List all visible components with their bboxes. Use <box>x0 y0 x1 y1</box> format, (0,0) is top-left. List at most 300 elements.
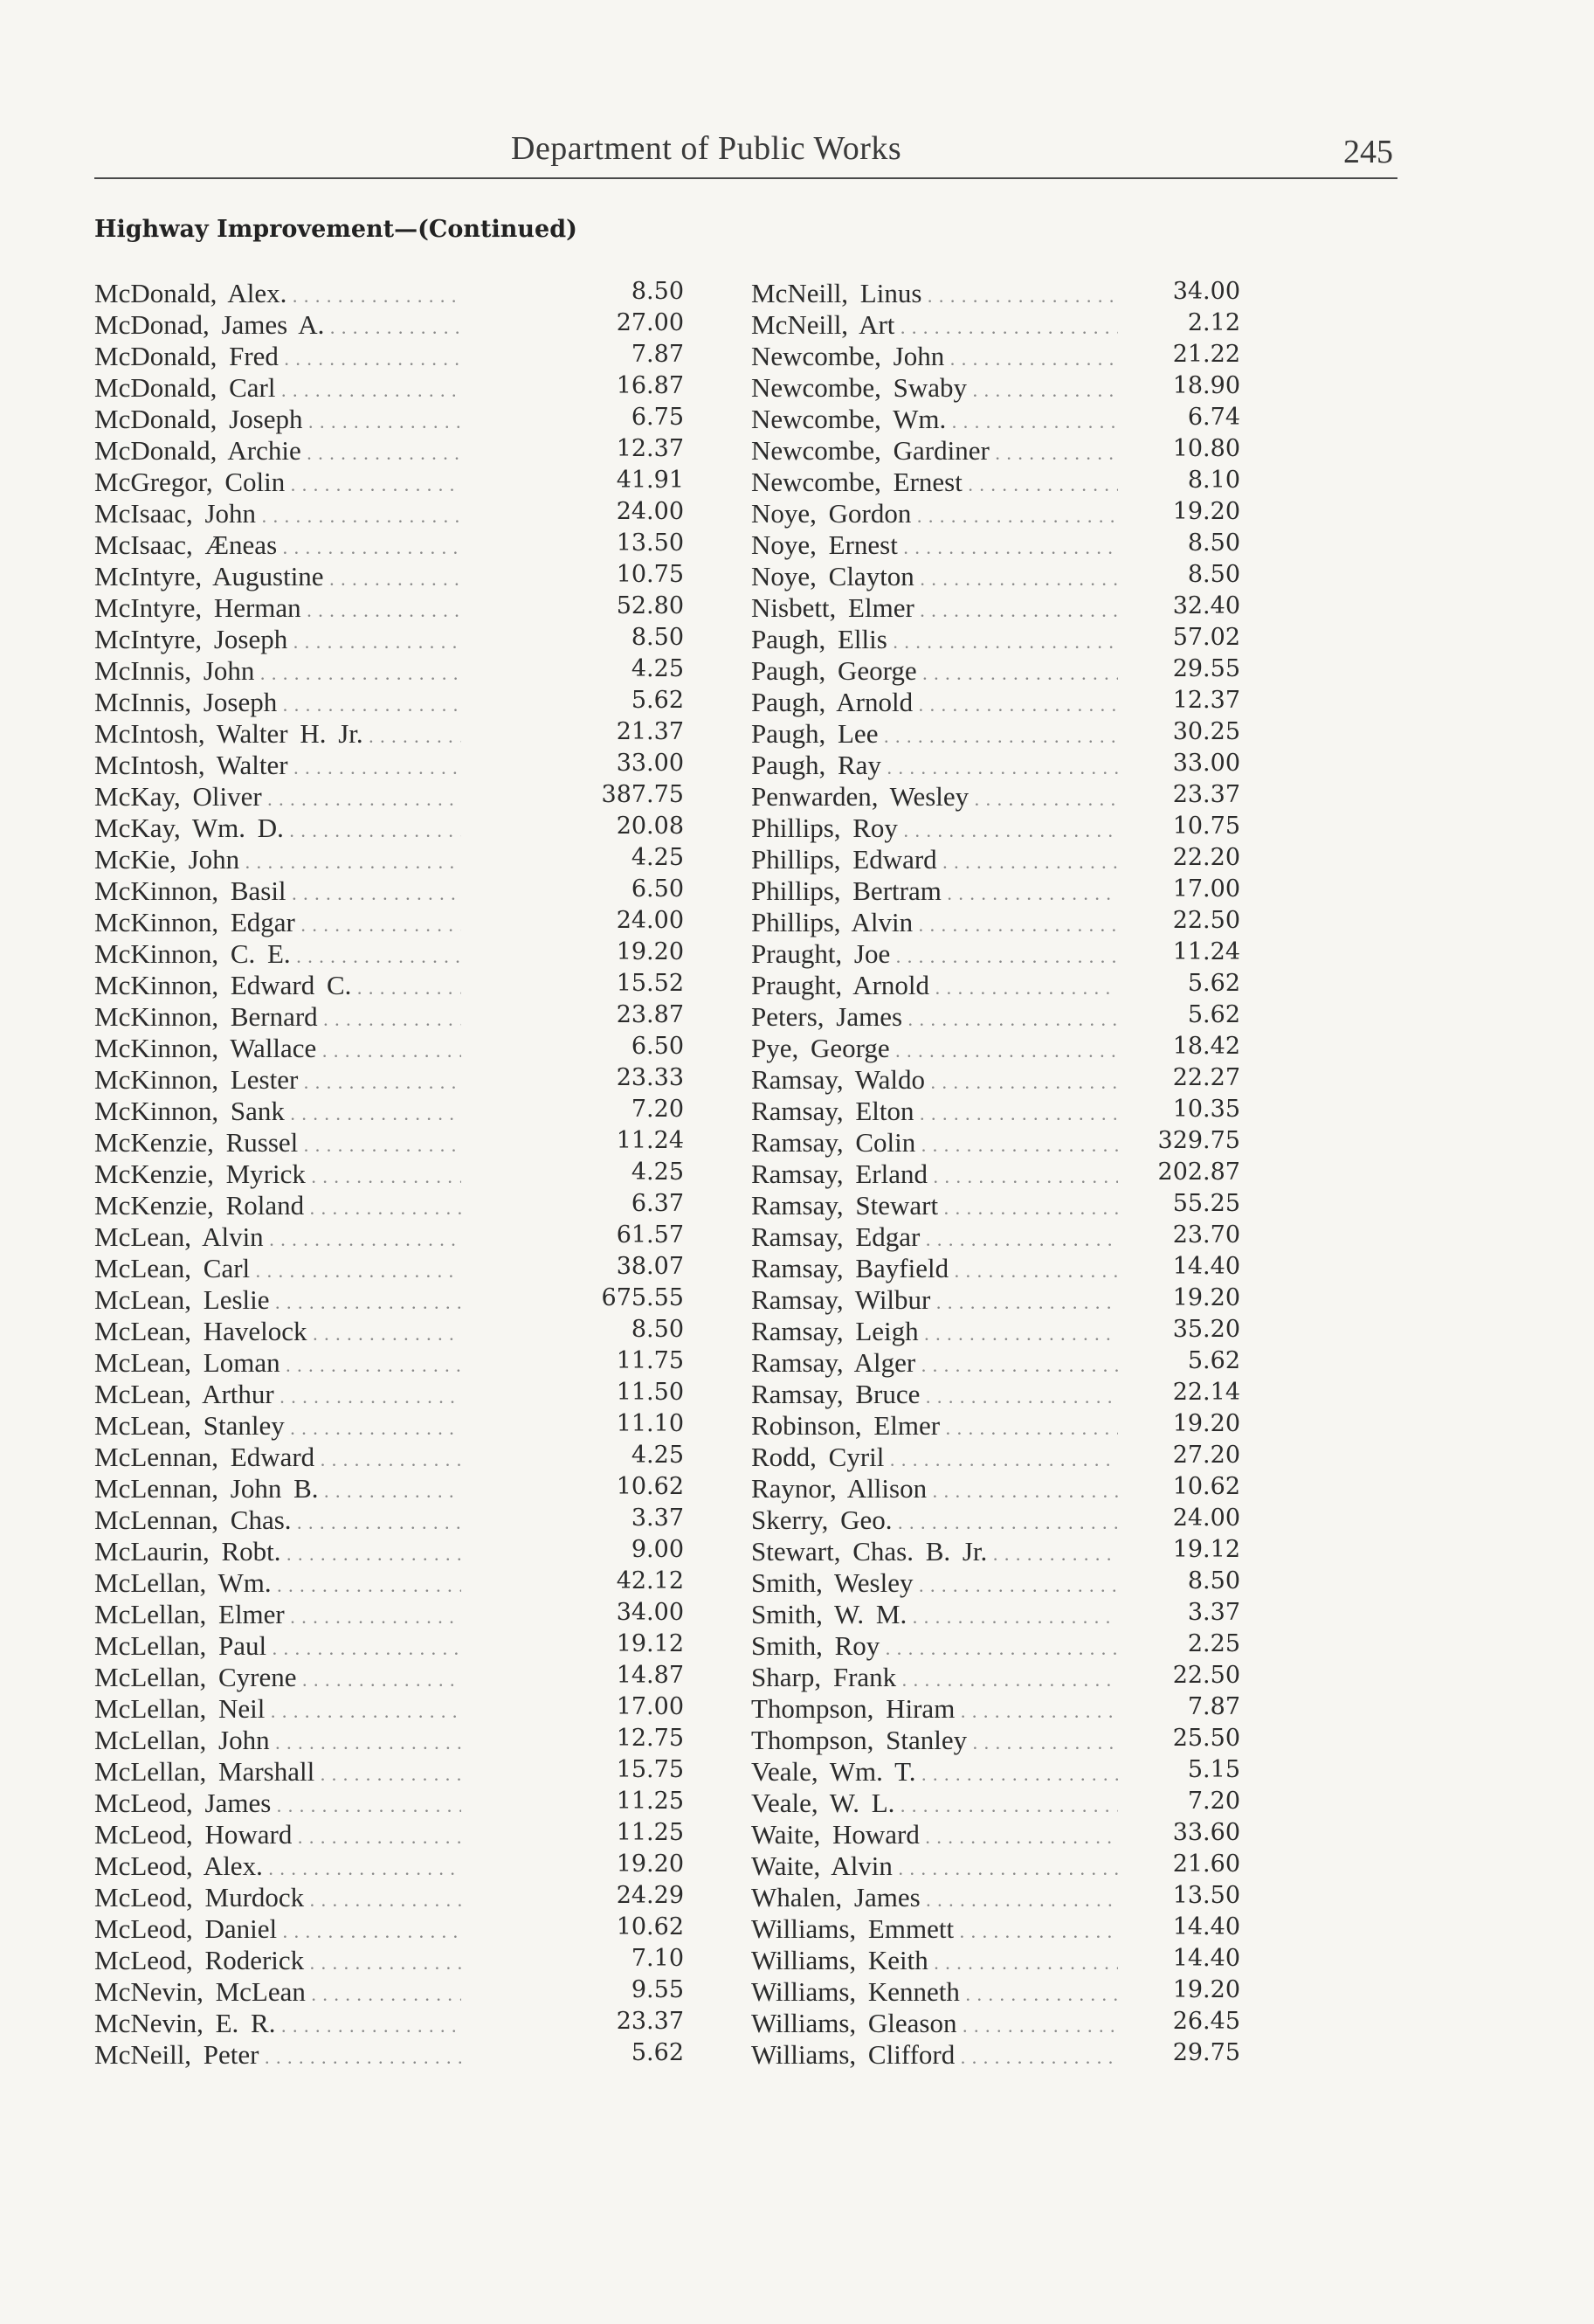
entry-name: Phillips, Edward . . . <box>751 844 1118 875</box>
entry-name: Ramsay, Stewart . . . <box>751 1190 1118 1221</box>
list-item <box>94 1630 684 1662</box>
list-item <box>94 1159 684 1190</box>
entry-name: McLellan, Cyrene . . . <box>94 1662 461 1693</box>
list-item <box>751 718 1253 750</box>
entry-name: McIntyre, Herman . . . <box>94 592 461 624</box>
entry-name-clip <box>94 1096 461 1127</box>
entry-name: McLaurin, Robt. . . . <box>94 1536 461 1567</box>
entry-name: McLellan, Neil . . . <box>94 1693 461 1725</box>
list-item <box>94 1033 684 1064</box>
list-item <box>94 813 684 844</box>
entry-amount: 8.50 <box>631 278 684 305</box>
list-item <box>94 1788 684 1819</box>
entry-name-clip <box>751 1127 1118 1159</box>
entry-name-clip <box>751 561 1118 592</box>
entry-name: Williams, Keith . . . <box>751 1945 1118 1976</box>
entry-name: Paugh, George . . . <box>751 655 1118 687</box>
entry-amount: 11.10 <box>616 1410 684 1437</box>
list-item <box>751 813 1253 844</box>
list-item <box>94 341 684 372</box>
entry-amount: 11.24 <box>1172 938 1240 965</box>
entry-amount: 38.07 <box>616 1253 684 1280</box>
entry-name: McLean, Havelock . . . <box>94 1316 461 1347</box>
entry-amount: 33.00 <box>616 750 684 777</box>
entry-amount: 3.37 <box>631 1504 684 1532</box>
entry-name-clip <box>94 498 461 529</box>
entry-amount: 21.22 <box>1172 341 1240 368</box>
entry-name-clip <box>94 844 461 875</box>
entry-name: Ramsay, Bayfield . . . <box>751 1253 1118 1284</box>
list-item <box>751 278 1253 309</box>
entry-name: Noye, Ernest . . . <box>751 529 1118 561</box>
entry-name-clip <box>94 781 461 813</box>
entry-name-clip <box>94 529 461 561</box>
entry-name-clip <box>751 781 1118 813</box>
entry-name: McIntyre, Joseph . . . <box>94 624 461 655</box>
list-item <box>751 498 1253 529</box>
list-item <box>751 309 1253 341</box>
entry-name: Veale, W. L. . . . <box>751 1788 1118 1819</box>
list-item <box>94 435 684 467</box>
list-item <box>94 844 684 875</box>
entry-amount: 4.25 <box>631 844 684 871</box>
entry-name: Paugh, Arnold . . . <box>751 687 1118 718</box>
list-item <box>94 718 684 750</box>
entry-name: Phillips, Alvin . . . <box>751 907 1118 938</box>
entry-amount: 11.75 <box>616 1347 684 1374</box>
entry-name-clip <box>94 1379 461 1410</box>
list-item <box>751 435 1253 467</box>
entry-amount: 41.91 <box>616 467 684 494</box>
entry-amount: 19.12 <box>616 1630 684 1657</box>
entry-name-clip <box>94 1001 461 1033</box>
list-item <box>94 1253 684 1284</box>
entry-name: McDonald, Alex. . . . <box>94 278 461 309</box>
entry-name: McLennan, Edward . . . <box>94 1442 461 1473</box>
entry-name: McLean, Loman . . . <box>94 1347 461 1379</box>
entry-name-clip <box>94 561 461 592</box>
entry-name: Skerry, Geo. . . . <box>751 1504 1118 1536</box>
entry-name-clip <box>94 1945 461 1976</box>
entry-name-clip <box>751 467 1118 498</box>
entry-name-clip <box>751 1284 1118 1316</box>
entry-name: Phillips, Bertram . . . <box>751 875 1118 907</box>
entry-amount: 55.25 <box>1172 1190 1240 1217</box>
entry-name: McInnis, Joseph . . . <box>94 687 461 718</box>
entry-name: McLennan, John B. . . . <box>94 1473 461 1504</box>
entry-name: McIsaac, Æneas . . . <box>94 529 461 561</box>
entry-name: McNevin, E. R. . . . <box>94 2008 461 2039</box>
list-item <box>751 1253 1253 1284</box>
list-item <box>751 1819 1253 1850</box>
entry-amount: 33.00 <box>1172 750 1240 777</box>
entry-name-clip <box>751 1945 1118 1976</box>
entry-name: McIntosh, Walter H. Jr. . . . <box>94 718 461 750</box>
entry-name-clip <box>94 1882 461 1913</box>
entry-name-clip <box>94 1410 461 1442</box>
entry-name: McLellan, Marshall . . . <box>94 1756 461 1788</box>
entry-name: McDonald, Carl . . . <box>94 372 461 404</box>
entry-name-clip <box>751 1567 1118 1599</box>
entry-amount: 24.29 <box>616 1882 684 1909</box>
list-item <box>94 1662 684 1693</box>
entry-name-clip <box>751 1756 1118 1788</box>
entry-amount: 7.87 <box>631 341 684 368</box>
list-item <box>94 278 684 309</box>
list-item <box>94 1096 684 1127</box>
entry-name-clip <box>751 592 1118 624</box>
list-item <box>94 1599 684 1630</box>
entry-name: McLellan, Wm. . . . <box>94 1567 461 1599</box>
list-item <box>94 1850 684 1882</box>
list-item <box>94 624 684 655</box>
entry-name-clip <box>94 1693 461 1725</box>
list-item <box>94 1442 684 1473</box>
entry-name: Rodd, Cyril . . . <box>751 1442 1118 1473</box>
list-item <box>751 1756 1253 1788</box>
entry-amount: 52.80 <box>616 592 684 619</box>
list-item <box>94 1284 684 1316</box>
list-item <box>751 1064 1253 1096</box>
entry-name-clip <box>94 1725 461 1756</box>
entry-name-clip <box>751 970 1118 1001</box>
list-item <box>751 1662 1253 1693</box>
list-item <box>751 561 1253 592</box>
entry-name-clip <box>751 1221 1118 1253</box>
entry-amount: 23.70 <box>1172 1221 1240 1248</box>
entry-name-clip <box>751 718 1118 750</box>
list-item <box>751 1599 1253 1630</box>
entry-name-clip <box>94 1221 461 1253</box>
entry-name-clip <box>751 624 1118 655</box>
list-item <box>751 1159 1253 1190</box>
entry-name-clip <box>94 435 461 467</box>
entry-amount: 329.75 <box>1157 1127 1240 1154</box>
entry-amount: 26.45 <box>1172 2008 1240 2035</box>
entry-name-clip <box>94 1756 461 1788</box>
entry-name-clip <box>751 498 1118 529</box>
entry-name: Sharp, Frank . . . <box>751 1662 1118 1693</box>
entry-name: McDonald, Archie . . . <box>94 435 461 467</box>
list-item <box>751 1788 1253 1819</box>
entry-amount: 10.62 <box>1172 1473 1240 1500</box>
entry-name: McLean, Leslie . . . <box>94 1284 461 1316</box>
entry-name: Ramsay, Alger . . . <box>751 1347 1118 1379</box>
entry-amount: 6.74 <box>1187 404 1240 431</box>
entry-name-clip <box>94 1662 461 1693</box>
entry-amount: 387.75 <box>601 781 684 808</box>
entry-amount: 10.62 <box>616 1913 684 1940</box>
entry-name-clip <box>751 2039 1118 2071</box>
entry-name: McLean, Alvin . . . <box>94 1221 461 1253</box>
entry-amount: 32.40 <box>1172 592 1240 619</box>
list-item <box>94 1127 684 1159</box>
entry-amount: 675.55 <box>601 1284 684 1311</box>
entry-name: Thompson, Hiram . . . <box>751 1693 1118 1725</box>
entry-name: Veale, Wm. T. . . . <box>751 1756 1118 1788</box>
entry-amount: 15.52 <box>616 970 684 997</box>
list-item <box>94 1536 684 1567</box>
entry-name-clip <box>94 1284 461 1316</box>
entry-name-clip <box>94 1127 461 1159</box>
entry-name: Phillips, Roy . . . <box>751 813 1118 844</box>
list-item <box>94 2039 684 2071</box>
entry-amount: 22.50 <box>1172 1662 1240 1689</box>
entry-name-clip <box>751 1442 1118 1473</box>
entry-name: Newcombe, John . . . <box>751 341 1118 372</box>
list-item <box>94 1379 684 1410</box>
entry-amount: 19.20 <box>1172 1284 1240 1311</box>
entry-name-clip <box>94 341 461 372</box>
entry-name: Stewart, Chas. B. Jr. . . . <box>751 1536 1118 1567</box>
entry-name-clip <box>94 655 461 687</box>
entry-amount: 202.87 <box>1157 1159 1240 1186</box>
entry-amount: 22.27 <box>1172 1064 1240 1091</box>
entry-amount: 10.75 <box>616 561 684 588</box>
entry-name-clip <box>94 718 461 750</box>
entry-amount: 4.25 <box>631 1442 684 1469</box>
entry-amount: 13.50 <box>616 529 684 557</box>
list-item <box>751 467 1253 498</box>
list-item <box>751 1567 1253 1599</box>
entry-name: Ramsay, Bruce . . . <box>751 1379 1118 1410</box>
entry-name-clip <box>751 1976 1118 2008</box>
entry-name: Noye, Clayton . . . <box>751 561 1118 592</box>
list-item <box>94 907 684 938</box>
entry-name-clip <box>751 1033 1118 1064</box>
entry-amount: 5.62 <box>1187 1001 1240 1028</box>
list-item <box>94 970 684 1001</box>
entry-name: McNeill, Peter . . . <box>94 2039 461 2071</box>
list-item <box>94 1725 684 1756</box>
entry-amount: 27.00 <box>616 309 684 336</box>
list-item <box>751 1693 1253 1725</box>
entry-amount: 19.20 <box>1172 498 1240 525</box>
list-item <box>94 561 684 592</box>
entry-name-clip <box>94 1253 461 1284</box>
entry-name: Raynor, Allison . . . <box>751 1473 1118 1504</box>
entry-amount: 23.33 <box>616 1064 684 1091</box>
entry-amount: 14.40 <box>1172 1913 1240 1940</box>
entry-name: McKinnon, Lester . . . <box>94 1064 461 1096</box>
list-item <box>94 1913 684 1945</box>
entry-amount: 17.00 <box>616 1693 684 1720</box>
entry-amount: 10.62 <box>616 1473 684 1500</box>
list-item <box>751 844 1253 875</box>
left-column <box>94 278 684 2071</box>
entry-name: Nisbett, Elmer . . . <box>751 592 1118 624</box>
entry-name: Paugh, Ellis . . . <box>751 624 1118 655</box>
entry-name-clip <box>751 1882 1118 1913</box>
list-item <box>94 1945 684 1976</box>
entry-amount: 25.50 <box>1172 1725 1240 1752</box>
entry-name-clip <box>94 813 461 844</box>
entry-name-clip <box>751 1096 1118 1127</box>
entry-amount: 13.50 <box>1172 1882 1240 1909</box>
entry-name: Newcombe, Wm. . . . <box>751 404 1118 435</box>
entry-amount: 6.50 <box>631 1033 684 1060</box>
entry-name-clip <box>751 435 1118 467</box>
entry-name-clip <box>94 1347 461 1379</box>
list-item <box>751 1913 1253 1945</box>
entry-name-clip <box>751 1504 1118 1536</box>
list-item <box>94 1221 684 1253</box>
entry-name-clip <box>751 1253 1118 1284</box>
entry-name-clip <box>94 1630 461 1662</box>
entry-amount: 6.75 <box>631 404 684 431</box>
entry-amount: 19.20 <box>1172 1976 1240 2003</box>
list-item <box>751 687 1253 718</box>
entry-amount: 21.37 <box>616 718 684 745</box>
entry-name: Ramsay, Elton . . . <box>751 1096 1118 1127</box>
entry-name: McLellan, Elmer . . . <box>94 1599 461 1630</box>
list-item <box>751 1725 1253 1756</box>
list-item <box>751 1410 1253 1442</box>
entry-name-clip <box>751 1347 1118 1379</box>
list-item <box>94 592 684 624</box>
entry-name-clip <box>94 1567 461 1599</box>
list-item <box>751 1316 1253 1347</box>
entry-amount: 19.20 <box>1172 1410 1240 1437</box>
entry-name: Whalen, James . . . <box>751 1882 1118 1913</box>
entry-name-clip <box>751 1316 1118 1347</box>
list-item <box>751 1850 1253 1882</box>
list-item <box>94 1316 684 1347</box>
entry-amount: 34.00 <box>616 1599 684 1626</box>
entry-name-clip <box>94 1599 461 1630</box>
entry-name-clip <box>94 1442 461 1473</box>
entry-name-clip <box>751 907 1118 938</box>
list-item <box>94 1567 684 1599</box>
entry-name: McLeod, Daniel . . . <box>94 1913 461 1945</box>
list-item <box>751 2039 1253 2071</box>
entry-name: Smith, Roy . . . <box>751 1630 1118 1662</box>
list-item <box>94 655 684 687</box>
entry-name-clip <box>751 278 1118 309</box>
entry-name-clip <box>94 1316 461 1347</box>
entry-name-clip <box>94 1976 461 2008</box>
entry-name: McLean, Carl . . . <box>94 1253 461 1284</box>
entry-name: Ramsay, Edgar . . . <box>751 1221 1118 1253</box>
entry-amount: 14.40 <box>1172 1945 1240 1972</box>
entry-name: McKinnon, Bernard . . . <box>94 1001 461 1033</box>
entry-name: Waite, Howard . . . <box>751 1819 1118 1850</box>
entry-name-clip <box>751 1536 1118 1567</box>
entry-amount: 5.15 <box>1187 1756 1240 1783</box>
list-item <box>751 1976 1253 2008</box>
list-item <box>751 341 1253 372</box>
entry-name: McLeod, Murdock . . . <box>94 1882 461 1913</box>
entry-amount: 57.02 <box>1172 624 1240 651</box>
entry-name: McDonad, James A. . . . <box>94 309 461 341</box>
list-item <box>94 1882 684 1913</box>
entry-name-clip <box>94 309 461 341</box>
entry-amount: 7.10 <box>631 1945 684 1972</box>
entry-name: McKinnon, Basil . . . <box>94 875 461 907</box>
entry-name-clip <box>94 1536 461 1567</box>
entry-amount: 14.40 <box>1172 1253 1240 1280</box>
entry-name: Praught, Joe . . . <box>751 938 1118 970</box>
entry-name-clip <box>94 1033 461 1064</box>
entry-name-clip <box>94 467 461 498</box>
list-item <box>751 624 1253 655</box>
entry-name: Ramsay, Colin . . . <box>751 1127 1118 1159</box>
entry-name-clip <box>751 844 1118 875</box>
list-item <box>94 1190 684 1221</box>
entry-name-clip <box>94 278 461 309</box>
entry-amount: 6.50 <box>631 875 684 903</box>
list-item <box>751 2008 1253 2039</box>
list-item <box>751 938 1253 970</box>
entry-name: McKay, Oliver . . . <box>94 781 461 813</box>
entry-amount: 11.25 <box>616 1819 684 1846</box>
list-item <box>94 1410 684 1442</box>
list-item <box>94 1347 684 1379</box>
entry-name-clip <box>94 938 461 970</box>
entry-amount: 15.75 <box>616 1756 684 1783</box>
entry-name-clip <box>94 750 461 781</box>
list-item <box>94 498 684 529</box>
entry-name: McLellan, Paul . . . <box>94 1630 461 1662</box>
entry-amount: 5.62 <box>631 2039 684 2066</box>
entry-amount: 10.80 <box>1172 435 1240 462</box>
entry-amount: 42.12 <box>616 1567 684 1594</box>
entry-name: Newcombe, Swaby . . . <box>751 372 1118 404</box>
entry-amount: 10.35 <box>1172 1096 1240 1123</box>
list-item <box>751 1190 1253 1221</box>
entry-name-clip <box>94 1473 461 1504</box>
list-item <box>751 655 1253 687</box>
entry-name: Thompson, Stanley . . . <box>751 1725 1118 1756</box>
section-heading: Highway Improvement—(Continued) <box>94 216 577 243</box>
entry-amount: 22.20 <box>1172 844 1240 871</box>
entry-amount: 9.00 <box>631 1536 684 1563</box>
entry-name-clip <box>751 1599 1118 1630</box>
entry-name-clip <box>751 1819 1118 1850</box>
entry-amount: 27.20 <box>1172 1442 1240 1469</box>
entry-amount: 2.12 <box>1187 309 1240 336</box>
entry-name: Robinson, Elmer . . . <box>751 1410 1118 1442</box>
entry-name: Paugh, Ray . . . <box>751 750 1118 781</box>
entry-name-clip <box>94 907 461 938</box>
entry-name-clip <box>94 2039 461 2071</box>
list-item <box>751 372 1253 404</box>
entry-name: McKenzie, Myrick . . . <box>94 1159 461 1190</box>
list-item <box>751 1882 1253 1913</box>
list-item <box>751 750 1253 781</box>
entry-name: Waite, Alvin . . . <box>751 1850 1118 1882</box>
entry-amount: 20.08 <box>616 813 684 840</box>
entry-name: Ramsay, Wilbur . . . <box>751 1284 1118 1316</box>
entry-name-clip <box>94 592 461 624</box>
list-item <box>751 1536 1253 1567</box>
entry-name: McLeod, James . . . <box>94 1788 461 1819</box>
entry-name: Newcombe, Gardiner . . . <box>751 435 1118 467</box>
list-item <box>751 404 1253 435</box>
entry-amount: 11.50 <box>616 1379 684 1406</box>
entry-name: McLean, Arthur . . . <box>94 1379 461 1410</box>
entry-amount: 12.75 <box>616 1725 684 1752</box>
entry-amount: 11.24 <box>616 1127 684 1154</box>
list-item <box>94 529 684 561</box>
entry-amount: 34.00 <box>1172 278 1240 305</box>
entry-amount: 33.60 <box>1172 1819 1240 1846</box>
entry-amount: 19.12 <box>1172 1536 1240 1563</box>
entry-amount: 5.62 <box>631 687 684 714</box>
entry-amount: 61.57 <box>616 1221 684 1248</box>
entry-name: McLeod, Alex. . . . <box>94 1850 461 1882</box>
entry-name: McKie, John . . . <box>94 844 461 875</box>
